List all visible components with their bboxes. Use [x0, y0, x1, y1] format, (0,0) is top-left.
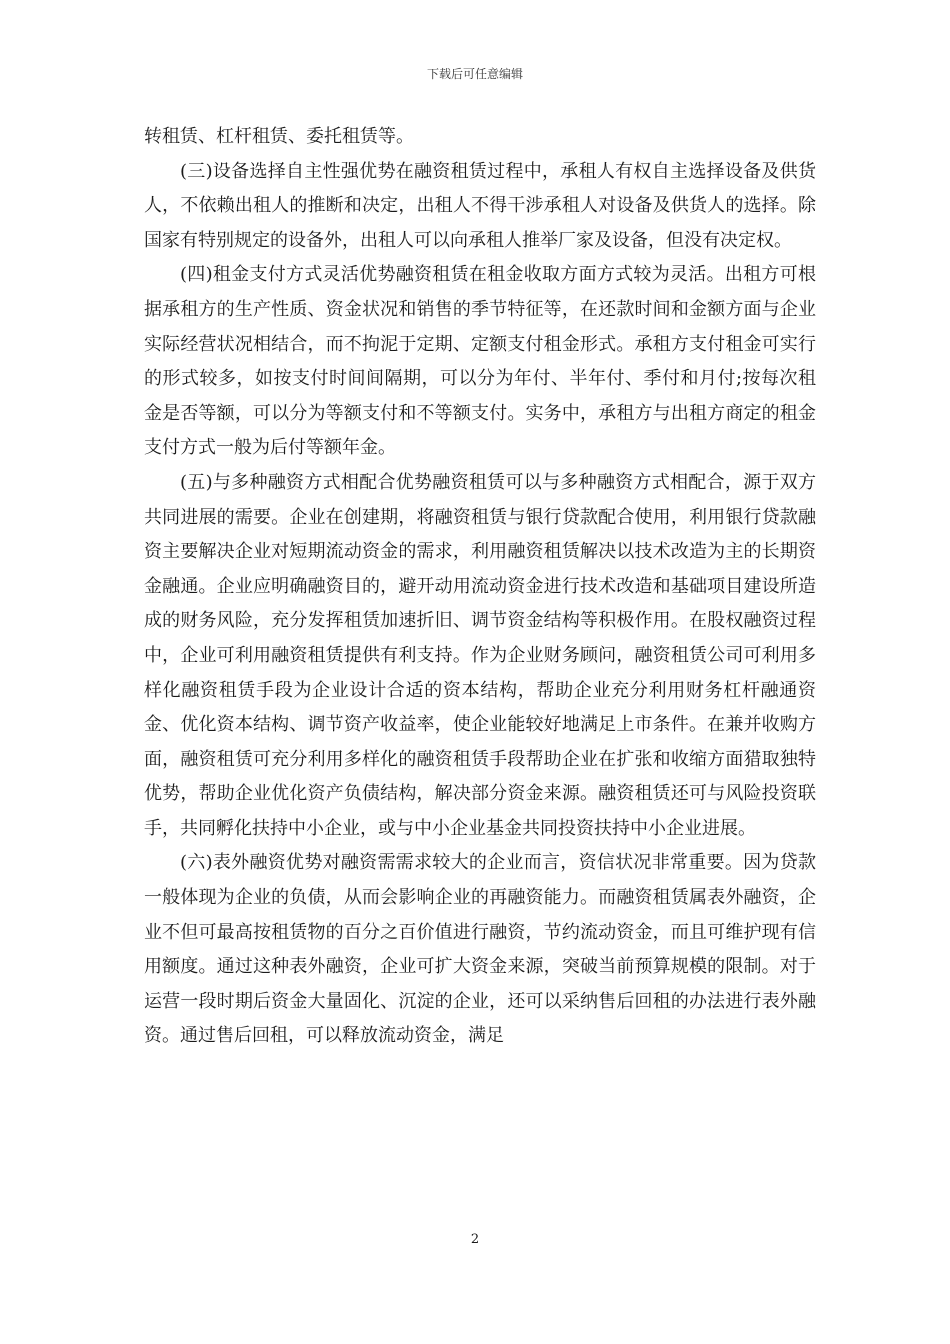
document-body [144, 120, 816, 1054]
paragraph-section-4: (四)租金支付方式灵活优势融资租赁在租金收取方面方式较为灵活。出租方可根据承租方的生产性质、资金状况和销售的季节特征等，在还款时间和金额方面与企业实际经营状况相结合，而不拘泥于定期、定额支付租金形式。承租方支付租金可实行的形式较多，如按支付时间间隔期，可以分为年付、半年付、季付和月付;按每次租金是否等额，可以分为等额支付和不等额支付。实务中，承租方与出租方商定的租金支付方式一般为后付等额年金。 [144, 264, 816, 459]
page-number: 2 [470, 1232, 480, 1247]
page-header: 下载后可任意编辑 [426, 67, 523, 81]
paragraph-continuation: 转租赁、杠杆租赁、委托租赁等。 [144, 126, 414, 147]
paragraph-section-6: (六)表外融资优势对融资需需求较大的企业而言，资信状况非常重要。因为贷款一般体现为企业的负债，从而会影响企业的再融资能力。而融资租赁属表外融资，企业不但可最高按租赁物的百分之百价值进行融资，节约流动资金，而且可维护现有信用额度。通过这种表外融资，企业可扩大资金来源，突破当前预算规模的限制。对于运营一段时期后资金大量固化、沉淀的企业，还可以采纳售后回租的办法进行表外融资。通过售后回租，可以释放流动资金，满足 [144, 852, 816, 1047]
paragraph-section-5: (五)与多种融资方式相配合优势融资租赁可以与多种融资方式相配合，源于双方共同进展的需要。企业在创建期，将融资租赁与银行贷款配合使用，利用银行贷款融资主要解决企业对短期流动资金的需求，利用融资租赁解决以技术改造为主的长期资金融通。企业应明确融资目的，避开动用流动资金进行技术改造和基础项目建设所造成的财务风险，充分发挥租赁加速折旧、调节资金结构等积极作用。在股权融资过程中，企业可利用融资租赁提供有利支持。作为企业财务顾问，融资租赁公司可利用多样化融资租赁手段为企业设计合适的资本结构，帮助企业充分利用财务杠杆融通资金、优化资本结构、调节资产收益率，使企业能较好地满足上市条件。在兼并收购方面，融资租赁可充分利用多样化的融资租赁手段帮助企业在扩张和收缩方面猎取独特优势，帮助企业优化资产负债结构，解决部分资金来源。融资租赁还可与风险投资联手，共同孵化扶持中小企业，或与中小企业基金共同投资扶持中小企业进展。 [144, 471, 816, 839]
paragraph-section-3: (三)设备选择自主性强优势在融资租赁过程中，承租人有权自主选择设备及供货人，不依赖出租人的推断和决定，出租人不得干涉承租人对设备及供货人的选择。除国家有特别规定的设备外，出租人可以向承租人推举厂家及设备，但没有决定权。 [144, 160, 816, 251]
